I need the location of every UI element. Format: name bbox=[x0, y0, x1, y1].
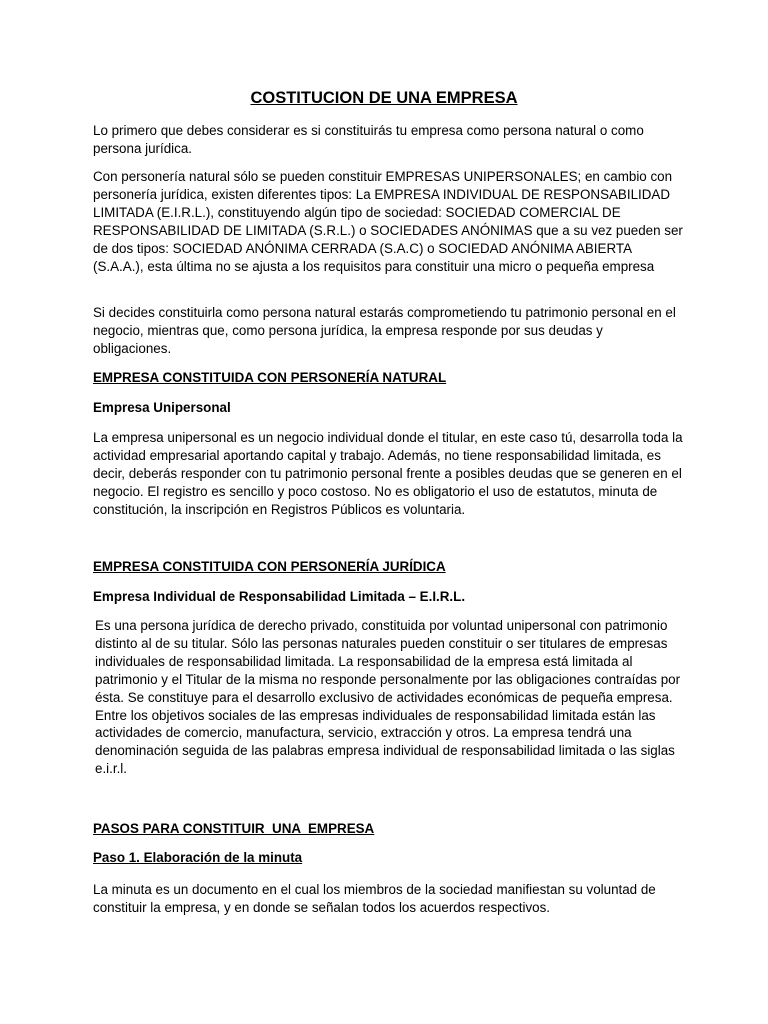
intro-paragraph-3: Si decides constituirla como persona natural estarás comprometiendo tu patrimonio personal en el negocio, mientras que, como persona jurídica, la empresa responde por sus deudas y obligaciones. bbox=[93, 305, 676, 356]
subheading-eirl: Empresa Individual de Responsabilidad Limitada – E.I.R.L. bbox=[93, 589, 466, 604]
document-title: COSTITUCION DE UNA EMPRESA bbox=[250, 89, 518, 107]
step-1-heading: Paso 1. Elaboración de la minuta bbox=[93, 850, 303, 865]
intro-paragraph-1: Lo primero que debes considerar es si constituirás tu empresa como persona natural o como persona jurídica. bbox=[93, 123, 644, 156]
paragraph-eirl: Es una persona jurídica de derecho privado, constituida por voluntad unipersonal con patrimonio distinto al de su titular. Sólo las personas naturales pueden constituir o ser titulares de empresas individuales de responsabilidad limitada. La responsabilidad de la empresa está limitada al patrimonio y el Titular de la misma no responde personalmente por las obligaciones contraídas por ésta. Se constituye para el desarrollo exclusivo de actividades económicas de pequeña empresa. Entre los objetivos sociales de las empresas individuales de responsabilidad limitada están las actividades de comercio, manufactura, servicio, extracción y otros. La empresa tendrá una denominación seguida de las palabras empresa individual de responsabilidad limitada o las siglas e.i.r.l. bbox=[95, 618, 681, 777]
step-1-paragraph: La minuta es un documento en el cual los miembros de la sociedad manifiestan su voluntad de constituir la empresa, y en donde se señalan todos los acuerdos respectivos. bbox=[93, 882, 656, 915]
section-heading-personeria-natural: EMPRESA CONSTITUIDA CON PERSONERÍA NATURAL bbox=[93, 370, 447, 385]
section-heading-pasos: PASOS PARA CONSTITUIR UNA EMPRESA bbox=[93, 821, 375, 836]
paragraph-empresa-unipersonal: La empresa unipersonal es un negocio individual donde el titular, en este caso tú, desarrolla toda la actividad empresarial aportando capital y trabajo. Además, no tiene responsabilidad limitada, es decir, deberás responder con tu patrimonio personal frente a posibles deudas que se generen en el negocio. El registro es sencillo y poco costoso. No es obligatorio el uso de estatutos, minuta de constitución, la inscripción en Registros Públicos es voluntaria. bbox=[93, 430, 683, 517]
subheading-empresa-unipersonal: Empresa Unipersonal bbox=[93, 400, 231, 415]
section-heading-personeria-juridica: EMPRESA CONSTITUIDA CON PERSONERÍA JURÍDICA bbox=[93, 559, 446, 574]
intro-paragraph-2: Con personería natural sólo se pueden constituir EMPRESAS UNIPERSONALES; en cambio con personería jurídica, existen diferentes tipos: La EMPRESA INDIVIDUAL DE RESPONSABILIDAD LIMITADA (E.I.R.L.), constituyendo algún tipo de sociedad: SOCIEDAD COMERCIAL DE RESPONSABILIDAD DE LIMITADA (S.R.L.) o SOCIEDADES ANÓNIMAS que a su vez pueden ser de dos tipos: SOCIEDAD ANÓNIMA CERRADA (S.A.C) o SOCIEDAD ANÓNIMA ABIERTA (S.A.A.), esta última no se ajusta a los requisitos para constituir una micro o pequeña empresa bbox=[93, 169, 683, 274]
